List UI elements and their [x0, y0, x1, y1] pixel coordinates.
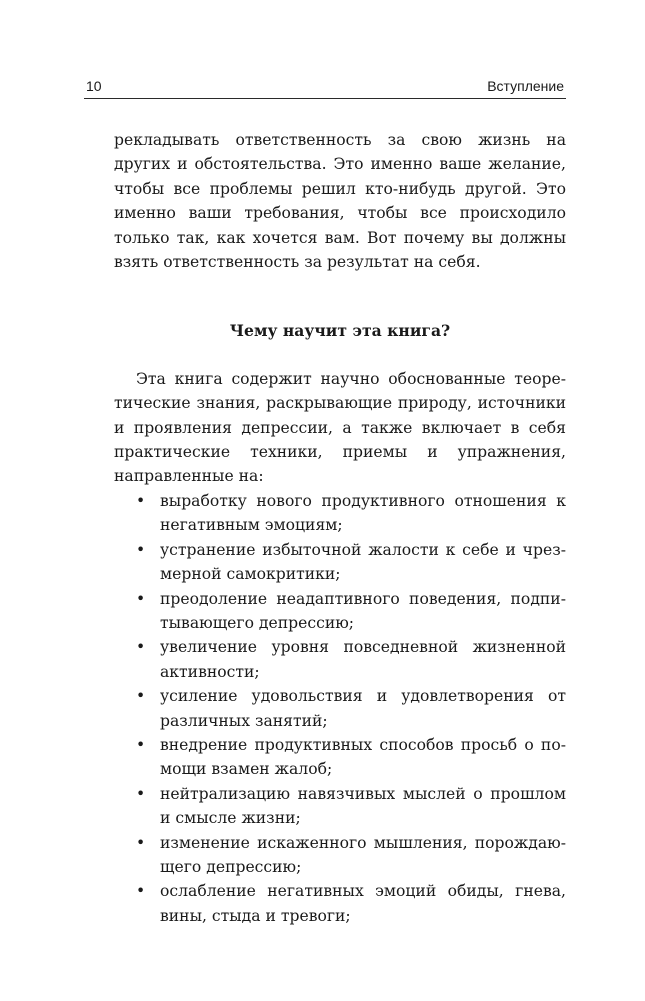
bullet-icon: • [136, 491, 146, 510]
list-item [136, 733, 566, 782]
list-item [136, 831, 566, 880]
bullet-list [114, 489, 566, 928]
list-item-text: внедрение продуктивных способов просьб о помощи взамен жалоб; [160, 735, 566, 779]
continuation-paragraph: рекладывать ответственность за свою жизнь на других и обстоятельства. Это именно ваше желание, чтобы все проблемы решил кто-нибудь другой. Это именно ваши требования, чтобы все происходило только так, как хочется вам. Вот почему вы должны взять ответственность за результат на себя. [114, 131, 566, 272]
bullet-icon: • [136, 638, 146, 657]
bullet-icon: • [136, 882, 146, 901]
list-item-text: усиление удовольствия и удовлетворения от различных занятий; [160, 687, 566, 730]
list-item [136, 782, 566, 831]
running-head [84, 74, 566, 99]
bullet-icon: • [136, 540, 146, 559]
list-item-text: ослабление негативных эмоций обиды, гнева, вины, стыда и тревоги; [160, 882, 566, 925]
list-item [136, 489, 566, 538]
list-item [136, 879, 566, 928]
body-text [114, 128, 566, 928]
list-item-text: выработку нового продуктивного отношения к негативным эмоциям; [160, 491, 566, 535]
list-item-text: устранение избыточной жалости к себе и чрезмерной самокритики; [160, 540, 566, 584]
list-item [136, 635, 566, 684]
list-item-text: увеличение уровня повседневной жизненной активности; [160, 638, 566, 681]
bullet-icon: • [136, 687, 146, 706]
list-item-text: изменение искаженного мышления, порождающего депрессию; [160, 833, 566, 876]
bullet-icon: • [136, 735, 146, 754]
list-item-text: нейтрализацию навязчивых мыслей о прошлом и смысле жизни; [160, 784, 566, 828]
bullet-icon: • [136, 784, 146, 803]
section-title: Вступление [487, 78, 564, 94]
list-item [136, 587, 566, 636]
list-item [136, 684, 566, 733]
section-heading: Чему научит эта книга? [229, 321, 451, 341]
list-item [136, 538, 566, 587]
intro-paragraph: Эта книга содержит научно обоснованные теоретические знания, раскрывающие природу, источники и проявления депрессии, а также включает в себя практические техники, приемы и упражнения, направленные на: [114, 369, 566, 486]
bullet-icon: • [136, 589, 146, 608]
page-number: 10 [86, 78, 102, 94]
list-item-text: преодоление неадаптивного поведения, подпитывающего депрессию; [160, 589, 566, 632]
bullet-icon: • [136, 833, 146, 852]
